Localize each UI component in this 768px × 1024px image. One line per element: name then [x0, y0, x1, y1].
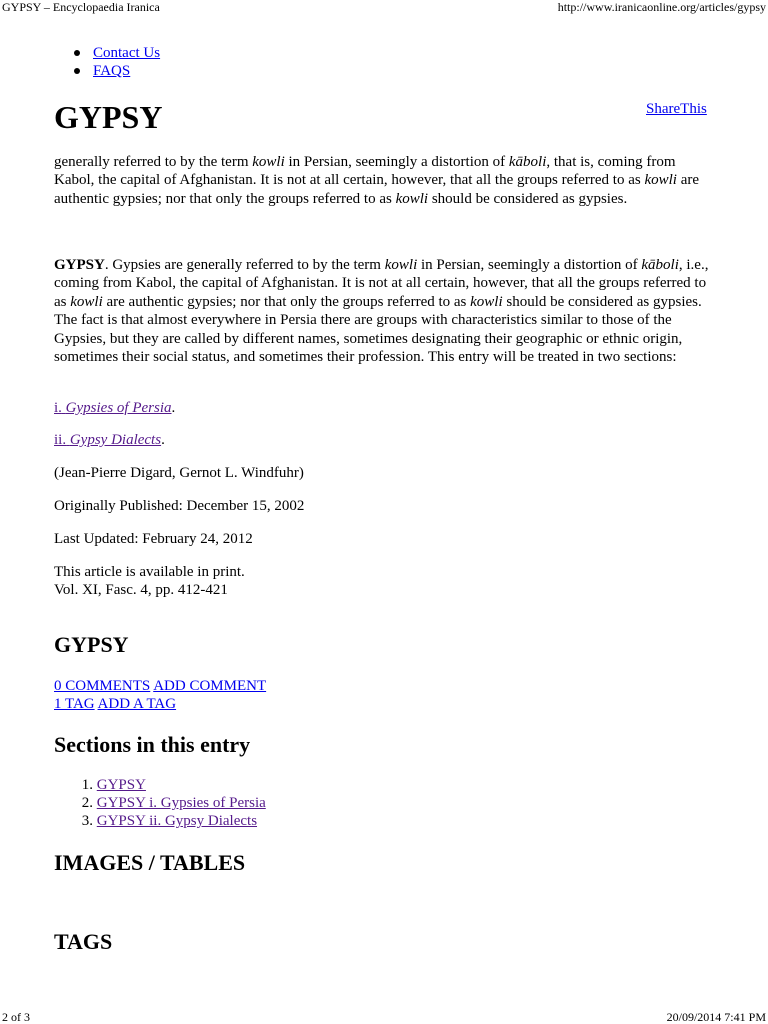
section-link-number: ii.	[54, 432, 67, 448]
body-term: kowli	[70, 293, 103, 310]
summary-text: , that is, coming from Kabol, the capital of Afghanistan. It is not at all certain, however, that all the groups referred to as	[54, 154, 676, 189]
section-link-label: Gypsies of Persia	[65, 400, 172, 416]
body-text: are authentic gypsies; nor that only the groups referred to as	[102, 293, 471, 310]
summary-text: generally referred to by the term	[54, 154, 253, 170]
body-lead: GYPSY	[54, 257, 105, 273]
print-page-url: http://www.iranicaonline.org/articles/gypsy	[557, 0, 766, 14]
add-tag-link[interactable]: ADD A TAG	[97, 696, 177, 712]
article-summary	[54, 153, 714, 208]
print-datetime: 20/09/2014 7:41 PM	[666, 1010, 766, 1024]
print-note	[54, 563, 714, 600]
comments-count-link[interactable]: 0 COMMENTS	[54, 678, 151, 694]
body-text: . Gypsies are generally referred to by the term	[104, 257, 385, 273]
summary-text: in Persian, seemingly a distortion of	[284, 154, 509, 170]
section-link-row-2	[54, 431, 714, 449]
meta-heading: GYPSY	[54, 632, 129, 657]
tags-heading: TAGS	[54, 929, 113, 954]
share-this-link[interactable]: ShareThis	[646, 101, 707, 117]
page-title: GYPSY	[54, 99, 163, 135]
tags-count-link[interactable]: 1 TAG	[54, 696, 95, 712]
sections-list	[54, 776, 266, 831]
authors: (Jean-Pierre Digard, Gernot L. Windfuhr)	[54, 465, 304, 481]
summary-text: are authentic gypsies; nor that only the groups referred to as	[54, 172, 700, 207]
list-number: 1.	[81, 777, 93, 793]
article-body	[54, 256, 714, 366]
body-term: kāboli	[641, 257, 679, 273]
print-page-title: GYPSY – Encyclopaedia Iranica	[2, 0, 160, 14]
section-item-gypsy-dialects[interactable]: GYPSY ii. Gypsy Dialects	[96, 813, 258, 830]
list-number: 3.	[81, 813, 93, 830]
body-text: should be considered as gypsies. The fact is that almost everywhere in Persia there are groups with characteristics similar to those of the Gypsies, but they are called by different names, sometimes designating their geographic or ethnic origin, sometimes their social status, and sometimes their profession. This entry will be treated in two sections:	[54, 293, 702, 366]
summary-term: kāboli	[508, 154, 547, 170]
section-link-punct: .	[171, 400, 176, 416]
section-link-label: Gypsy Dialects	[69, 432, 162, 448]
top-nav-list	[74, 44, 160, 80]
print-note-text: This article is available in print.	[54, 564, 245, 580]
summary-term: kowli	[252, 154, 285, 170]
body-term: kowli	[384, 257, 418, 273]
updated-date: Last Updated: February 24, 2012	[54, 531, 253, 547]
body-text: in Persian, seemingly a distortion of	[417, 257, 642, 273]
section-link-gypsy-dialects[interactable]	[54, 432, 161, 448]
list-item	[54, 812, 266, 830]
sections-heading: Sections in this entry	[54, 732, 251, 757]
comment-links	[54, 677, 714, 695]
section-link-number: i.	[54, 400, 62, 416]
section-item-gypsies-of-persia[interactable]: GYPSY i. Gypsies of Persia	[96, 795, 266, 812]
list-item	[54, 776, 266, 794]
nav-item-contact	[74, 44, 160, 62]
images-tables-heading: IMAGES / TABLES	[54, 850, 246, 875]
list-item	[54, 794, 266, 812]
bullet-icon	[74, 50, 80, 56]
list-number: 2.	[81, 795, 93, 812]
published-date: Originally Published: December 15, 2002	[54, 498, 305, 514]
section-item-gypsy[interactable]: GYPSY	[96, 777, 146, 793]
volume-info: Vol. XI, Fasc. 4, pp. 412-421	[54, 582, 228, 599]
section-link-gypsies-of-persia[interactable]	[54, 400, 172, 416]
summary-text: should be considered as gypsies.	[428, 190, 628, 207]
faqs-link[interactable]: FAQS	[93, 63, 131, 79]
body-text: , i.e., coming from Kabol, the capital of Afghanistan. It is not at all certain, however, that all the groups referred to as	[54, 257, 709, 310]
body-term: kowli	[470, 293, 503, 310]
summary-term: kowli	[644, 172, 677, 189]
summary-term: kowli	[395, 190, 429, 207]
contact-us-link[interactable]: Contact Us	[93, 45, 161, 61]
bullet-icon	[74, 68, 80, 74]
add-comment-link[interactable]: ADD COMMENT	[153, 678, 267, 694]
section-link-row-1	[54, 399, 714, 417]
nav-item-faqs	[74, 62, 160, 80]
print-page-number: 2 of 3	[2, 1010, 30, 1024]
section-link-punct: .	[161, 432, 165, 448]
tag-links	[54, 695, 714, 713]
